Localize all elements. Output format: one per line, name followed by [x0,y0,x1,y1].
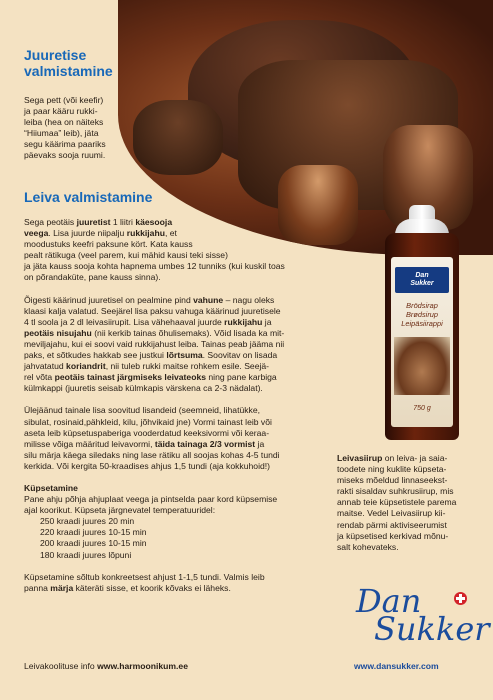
text: rukkijahu [126,228,165,239]
starter-section [24,47,134,162]
text: , nii tuleb rukki maitse rohkem esile. Seejä- [105,361,270,372]
text: täida tainaga 2/3 vormist [154,438,256,449]
text: on põrandaküte, pane kauss sinna). [24,272,161,283]
text: aseta leib küpsetuspaberiga vooderdatud keeksivormi või keraa- [24,427,270,438]
text: märja [50,582,74,593]
text: rakti sisaldav suhkrusiirup, mis [337,486,454,497]
text: ja [255,438,265,449]
syrup-name: Leivasiirup [337,453,383,463]
product-name-line: Brødsirup [405,310,439,319]
text: silu märja käega siledaks ning lase rätiku all soojas kohas 4-5 tundi [24,449,280,460]
text: 4 tl soola ja 2 dl leivasiirupit. Lisa vähehaaval juurde [24,316,225,327]
bottle-logo [395,267,449,293]
text: , et [164,228,177,239]
text: käteräti sisse, et koorik kõvaks ei läheks. [73,582,231,593]
text-line: leiba (hea on näiteks [24,117,104,128]
text-line: ja paar kääru rukki- [24,106,98,117]
text: Küpsetamine sõltub konkreetsest ahjust 1-1,5 tundi. Valmis leib [24,571,265,582]
text: jahvatatud [24,361,67,372]
text: ajal koorikut. Küpseta järgnevatel temperatuuridel: [24,505,216,516]
temperature-item: 180 kraadi juures lõpuni [40,549,132,560]
text: pealt rätikuga (veel parem, kui mähid kausi teki sisse) [24,250,228,261]
paragraph [24,405,354,472]
dansukker-logo [352,582,490,658]
text-line: päevaks sooja ruumi. [24,150,106,161]
text: paks, et sõtkudes hakkab see justkui [24,350,167,361]
starter-title [24,47,134,79]
text: Ülejäänud tainale lisa soovitud lisandeid (seemneid, lihatükke, [24,405,260,416]
text: Sega peotäis [24,217,77,227]
text: lõrtsuma [166,350,203,361]
text-line: Sega pett (või keefir) [24,95,104,105]
bread-title: Leiva valmistamine [24,189,153,205]
text: . Soovitav on lisada [202,350,278,361]
text: maitse. Vedel Leivasiirup kii- [337,508,446,519]
text: (nii kerkib tainas õhulisemaks). Võid lisada ka mit- [91,327,285,338]
text: ja jäta kauss sooja kohta hapnema umbes 12 tunniks (kui kuskil toas [24,261,285,272]
text: vahune [193,294,224,305]
text: rendab pärmi aktiviseerumist [337,519,447,530]
syrup-description [337,453,473,553]
text: meviljajahu, kui ei soovi vaid rukkijahust leiba. Tainas peab jääma nii [24,338,285,349]
text: kerkida. Või kergita 50-kraadises ahjus 1,5 tundi (aja kokkuhoid!) [24,460,271,471]
text: peotäis nisujahu [24,327,92,338]
text: juuretist [76,217,111,227]
text: peotäis tainast järgmiseks leivateoks [54,372,206,383]
info-link[interactable]: www.harmoonikum.ee [97,661,188,671]
bottle-bread-picture [394,337,450,395]
text: Õigesti käärinud juuretisel on pealmine pind [24,294,194,305]
text: veega [24,228,49,239]
text: külmkappi (juuretis seisab külmkapis värskena ca 2-3 nädalat). [24,383,263,394]
product-name-line: Brödsirap [406,301,438,310]
text: ja [262,316,272,327]
baking-heading: Küpsetamine [24,482,78,493]
text: 1 liitri [110,217,136,227]
temperature-item: 220 kraadi juures 10-15 min [40,527,147,538]
text-line: “Hiiumaa” leib), jäta [24,128,99,139]
text: . Lisa juurde niipalju [48,228,127,239]
text: milisse võiga määritud leivavormi, [24,438,155,449]
website-link[interactable]: www.dansukker.com [354,661,439,671]
logo-sukker: Sukker [374,610,490,648]
baking-paragraph [24,483,354,561]
logo-dan: Dan [356,582,422,620]
temperature-item: 200 kraadi juures 10-15 min [40,538,147,549]
course-info [24,661,188,672]
text: koriandrit [66,361,106,372]
text: moodustuks keefri paksune kört. Kata kauss [24,239,193,250]
text-line: segu käärima paariks [24,139,106,150]
temperature-item: 250 kraadi juures 20 min [40,516,135,527]
paragraph [24,572,354,594]
bread-loaf [133,100,223,175]
text: – nagu oleks [223,294,275,305]
text: annab teie küpsetistele parema [337,497,457,508]
syrup-bottle [381,205,463,440]
text: sibulat, rosinaid,pähkleid, kilu, jõhvikaid jne) Vormi tainast leib või [24,416,272,427]
product-name-line: Leipäsiirappi [401,319,443,328]
text: klaasi kalja valatud. Seejärel lisa paksu vahuga käärinud juuretisele [24,305,281,316]
text: ja küpsetised kerkivad mõnu- [337,530,449,541]
text: rukkijahu [224,316,263,327]
logo-text: Sukker [410,280,434,287]
text: on leiva- ja saia- [382,453,448,463]
text: miseks mõeldud linnaseekst- [337,475,448,486]
paragraph [24,217,354,284]
text: toodete ning kuklite küpseta- [337,464,447,475]
title-line: valmistamine [24,63,113,79]
starter-text [24,95,134,162]
bread-section [24,189,354,594]
cross-icon [454,592,467,605]
bottle-weight: 750 g [413,405,431,412]
text: Pane ahju põhja ahjuplaat veega ja pintselda paar kord küpsemise [24,494,278,505]
bottle-product-name [391,301,453,328]
bottle-label [391,257,453,427]
paragraph [24,295,354,395]
text: käesooja [135,217,173,227]
info-prefix: Leivakoolituse info [24,661,98,671]
text: panna [24,582,51,593]
text: salt kohevateks. [337,541,399,552]
text: rel võta [24,372,55,383]
title-line: Juuretise [24,47,87,63]
logo-text: Dan [415,272,429,279]
text: ning pane karbiga [206,372,277,383]
